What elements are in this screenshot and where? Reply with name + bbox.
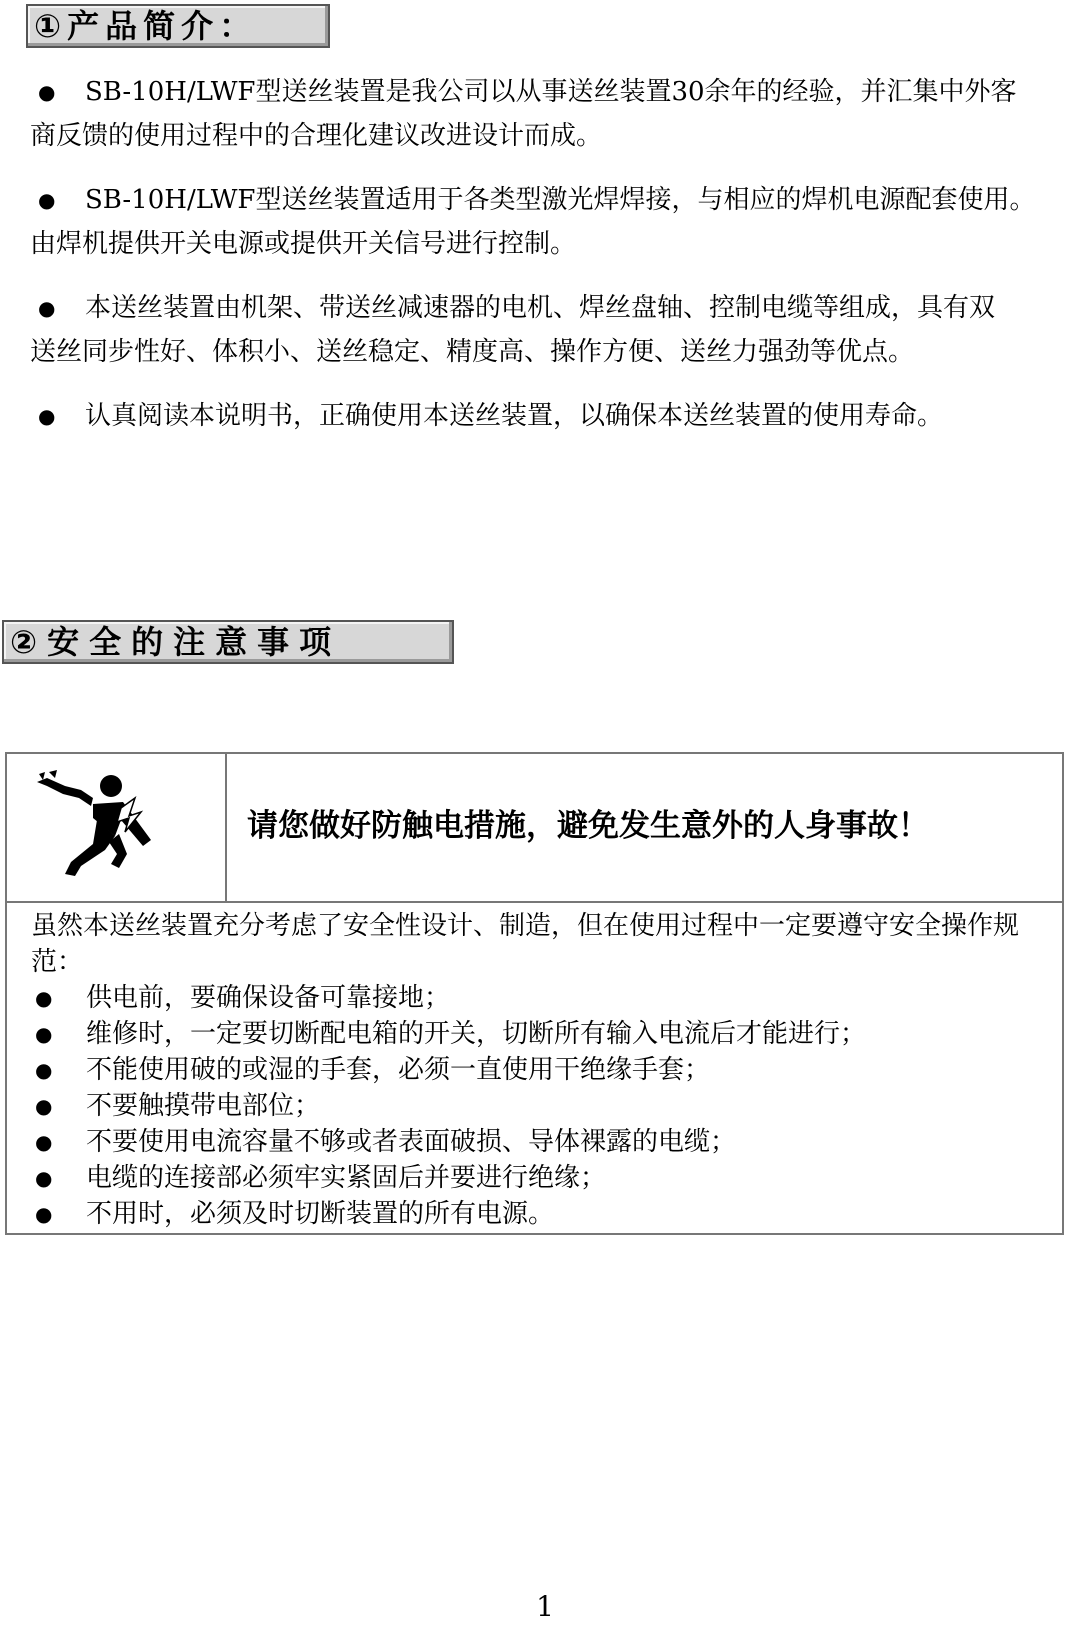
bullet-icon: ● bbox=[38, 296, 56, 320]
intro-paragraph bbox=[30, 178, 1070, 266]
section-title-product-intro: ①产品简介： bbox=[26, 4, 330, 48]
bullet-icon: ● bbox=[35, 1130, 53, 1154]
safety-warning-box bbox=[5, 752, 1064, 1235]
warning-header-row bbox=[7, 754, 1062, 903]
warning-headline: 请您做好防触电措施，避免发生意外的人身事故！ bbox=[247, 808, 929, 844]
list-item-text: 电缆的连接部必须牢实紧固后并要进行绝缘； bbox=[86, 1163, 607, 1193]
intro-paragraph-line: SB-10H/LWF型送丝装置适用于各类型激光焊焊接，与相应的焊机电源配套使用。 bbox=[85, 185, 1036, 215]
list-item bbox=[31, 1088, 1041, 1124]
warning-icon-cell bbox=[7, 754, 227, 901]
bullet-icon: ● bbox=[35, 1022, 53, 1046]
intro-paragraph-line: 认真阅读本说明书，正确使用本送丝装置，以确保本送丝装置的使用寿命。 bbox=[85, 401, 944, 431]
intro-paragraph-line: 商反馈的使用过程中的合理化建议改进设计而成。 bbox=[30, 121, 603, 151]
intro-paragraph bbox=[30, 286, 1070, 374]
warning-body bbox=[31, 908, 1041, 1232]
list-item-text: 不用时，必须及时切断装置的所有电源。 bbox=[86, 1199, 555, 1229]
intro-paragraph-line: 由焊机提供开关电源或提供开关信号进行控制。 bbox=[30, 229, 577, 259]
intro-paragraph-line: 送丝同步性好、体积小、送丝稳定、精度高、操作方便、送丝力强劲等优点。 bbox=[30, 337, 915, 367]
bullet-icon: ● bbox=[35, 1166, 53, 1190]
page-number: 1 bbox=[536, 1590, 554, 1623]
list-item bbox=[31, 1196, 1041, 1232]
intro-paragraph-line: 本送丝装置由机架、带送丝减速器的电机、焊丝盘轴、控制电缆等组成，具有双 bbox=[85, 293, 996, 323]
bullet-icon: ● bbox=[35, 1094, 53, 1118]
electric-shock-icon bbox=[35, 768, 165, 886]
list-item-text: 维修时，一定要切断配电箱的开关，切断所有输入电流后才能进行； bbox=[86, 1019, 867, 1049]
bullet-icon: ● bbox=[35, 986, 53, 1010]
list-item-text: 不要触摸带电部位； bbox=[86, 1091, 321, 1121]
section-title-safety: ②安全的注意事项 bbox=[2, 620, 454, 664]
safety-rules-list bbox=[31, 980, 1041, 1232]
list-item-text: 不要使用电流容量不够或者表面破损、导体裸露的电缆； bbox=[86, 1127, 737, 1157]
product-intro bbox=[30, 70, 1070, 458]
list-item bbox=[31, 1016, 1041, 1052]
bullet-icon: ● bbox=[38, 404, 56, 428]
bullet-icon: ● bbox=[35, 1202, 53, 1226]
intro-paragraph bbox=[30, 394, 1070, 438]
list-item-text: 不能使用破的或湿的手套，必须一直使用干绝缘手套； bbox=[86, 1055, 711, 1085]
intro-paragraph-line: SB-10H/LWF型送丝装置是我公司以从事送丝装置30余年的经验，并汇集中外客 bbox=[85, 77, 1017, 107]
list-item bbox=[31, 980, 1041, 1016]
intro-paragraph bbox=[30, 70, 1070, 158]
list-item bbox=[31, 1160, 1041, 1196]
list-item bbox=[31, 1052, 1041, 1088]
warning-intro: 虽然本送丝装置充分考虑了安全性设计、制造，但在使用过程中一定要遵守安全操作规范： bbox=[31, 911, 1020, 977]
bullet-icon: ● bbox=[35, 1058, 53, 1082]
bullet-icon: ● bbox=[38, 188, 56, 212]
list-item bbox=[31, 1124, 1041, 1160]
bullet-icon: ● bbox=[38, 80, 56, 104]
list-item-text: 供电前，要确保设备可靠接地； bbox=[86, 983, 451, 1013]
